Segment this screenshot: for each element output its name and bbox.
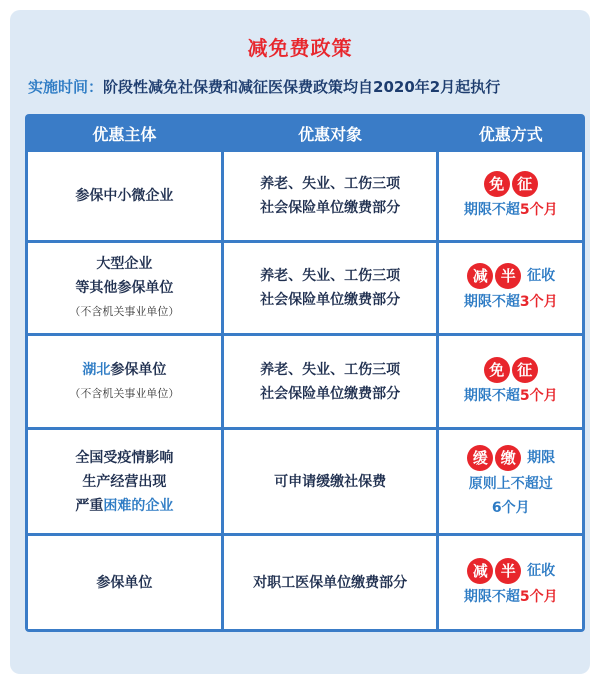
- row3-target: [224, 336, 437, 427]
- row5-method-suffix: 征收: [527, 562, 556, 579]
- row1-target: [224, 152, 437, 240]
- implementation-time-label: 实施时间：: [28, 78, 104, 96]
- half-badge: 半: [495, 263, 521, 289]
- row4-period-text: 原则上不超过: [468, 475, 553, 492]
- table-row: [28, 336, 582, 427]
- row4-subject-blue: 困难的企业: [103, 497, 174, 514]
- row5-target-line1: 对职工医保单位缴费部分: [253, 574, 408, 591]
- row4-method-badges: [440, 444, 581, 472]
- row3-subject: [28, 336, 221, 427]
- table-header-row: [28, 117, 582, 149]
- row5-subject: [28, 536, 221, 629]
- row1-subject-line: 参保中小微企业: [75, 187, 174, 204]
- policy-card: [10, 10, 590, 674]
- row5-target: [224, 536, 437, 629]
- table-row: [28, 430, 582, 533]
- table-row: [28, 243, 582, 334]
- reduce-badge: 减: [467, 558, 493, 584]
- row5-method-period: [440, 585, 581, 609]
- row4-method: [439, 430, 582, 533]
- row1-method: [439, 152, 582, 240]
- row2-period-text: 期限不超: [463, 293, 520, 310]
- row4-period-value: 6个月: [491, 499, 530, 516]
- row4-subject: [28, 430, 221, 533]
- row5-period-text: 期限不超: [463, 588, 520, 605]
- implementation-time-text: 阶段性减免社保费和减征医保费政策均自2020年2月起执行: [103, 78, 501, 96]
- row5-method: [439, 536, 582, 629]
- row4-subject-line1: 全国受疫情影响: [75, 449, 174, 466]
- row2-target: [224, 243, 437, 334]
- row2-method-badges: [440, 262, 581, 290]
- page-title: 减免费政策: [247, 36, 353, 60]
- half-badge: 半: [495, 558, 521, 584]
- defer-badge: 缓: [467, 445, 493, 471]
- row3-method-period: [440, 384, 581, 408]
- row2-method-suffix: 征收: [527, 267, 556, 284]
- row4-target: [224, 430, 437, 533]
- header-target: 优惠对象: [224, 117, 437, 149]
- row2-target-line1: 养老、失业、工伤三项: [260, 267, 401, 284]
- row3-period-value: 5个月: [519, 387, 558, 404]
- levy-badge: 征: [512, 171, 538, 197]
- row4-method-suffix: 期限: [527, 449, 556, 466]
- row1-method-badges: [440, 170, 581, 198]
- row2-subject: [28, 243, 221, 334]
- exempt-badge: 免: [484, 357, 510, 383]
- row3-method-badges: [440, 356, 581, 384]
- row4-target-line1: 可申请缓缴社保费: [274, 473, 387, 490]
- row3-subject-hubei: 湖北: [82, 361, 111, 378]
- row4-subject-line3: [29, 494, 220, 518]
- row5-subject-line: 参保单位: [96, 574, 153, 591]
- row3-period-text: 期限不超: [463, 387, 520, 404]
- row2-subject-note: （不含机关事业单位）: [69, 304, 180, 318]
- row1-period-text: 期限不超: [463, 201, 520, 218]
- row4-subject-plain: 严重: [75, 497, 104, 514]
- row5-method-badges: [440, 557, 581, 585]
- row4-subject-line2: 生产经营出现: [82, 473, 167, 490]
- exempt-badge: 免: [484, 171, 510, 197]
- pay-badge: 缴: [495, 445, 521, 471]
- row3-subject-note: （不含机关事业单位）: [69, 386, 180, 400]
- row3-subject-line1: [29, 358, 220, 382]
- row1-subject: [28, 152, 221, 240]
- table-row: [28, 152, 582, 240]
- row2-subject-line2: 等其他参保单位: [75, 279, 174, 296]
- row1-method-period: [440, 198, 581, 222]
- row1-target-line2: 社会保险单位缴费部分: [260, 199, 401, 216]
- row1-period-value: 5个月: [519, 201, 558, 218]
- row2-target-line2: 社会保险单位缴费部分: [260, 291, 401, 308]
- row3-subject-rest: 参保单位: [110, 361, 167, 378]
- row3-method: [439, 336, 582, 427]
- row2-subject-line1: 大型企业: [96, 255, 153, 272]
- reduce-badge: 减: [467, 263, 493, 289]
- row3-target-line2: 社会保险单位缴费部分: [260, 385, 401, 402]
- policy-table: [25, 114, 585, 632]
- header-subject: 优惠主体: [28, 117, 221, 149]
- row3-target-line1: 养老、失业、工伤三项: [260, 361, 401, 378]
- levy-badge: 征: [512, 357, 538, 383]
- row5-period-value: 5个月: [519, 588, 558, 605]
- implementation-time: [28, 76, 584, 97]
- row2-method: [439, 243, 582, 334]
- header-method: 优惠方式: [439, 117, 582, 149]
- row1-target-line1: 养老、失业、工伤三项: [260, 175, 401, 192]
- row2-method-period: [440, 290, 581, 314]
- table-row: [28, 536, 582, 629]
- row2-period-value: 3个月: [519, 293, 558, 310]
